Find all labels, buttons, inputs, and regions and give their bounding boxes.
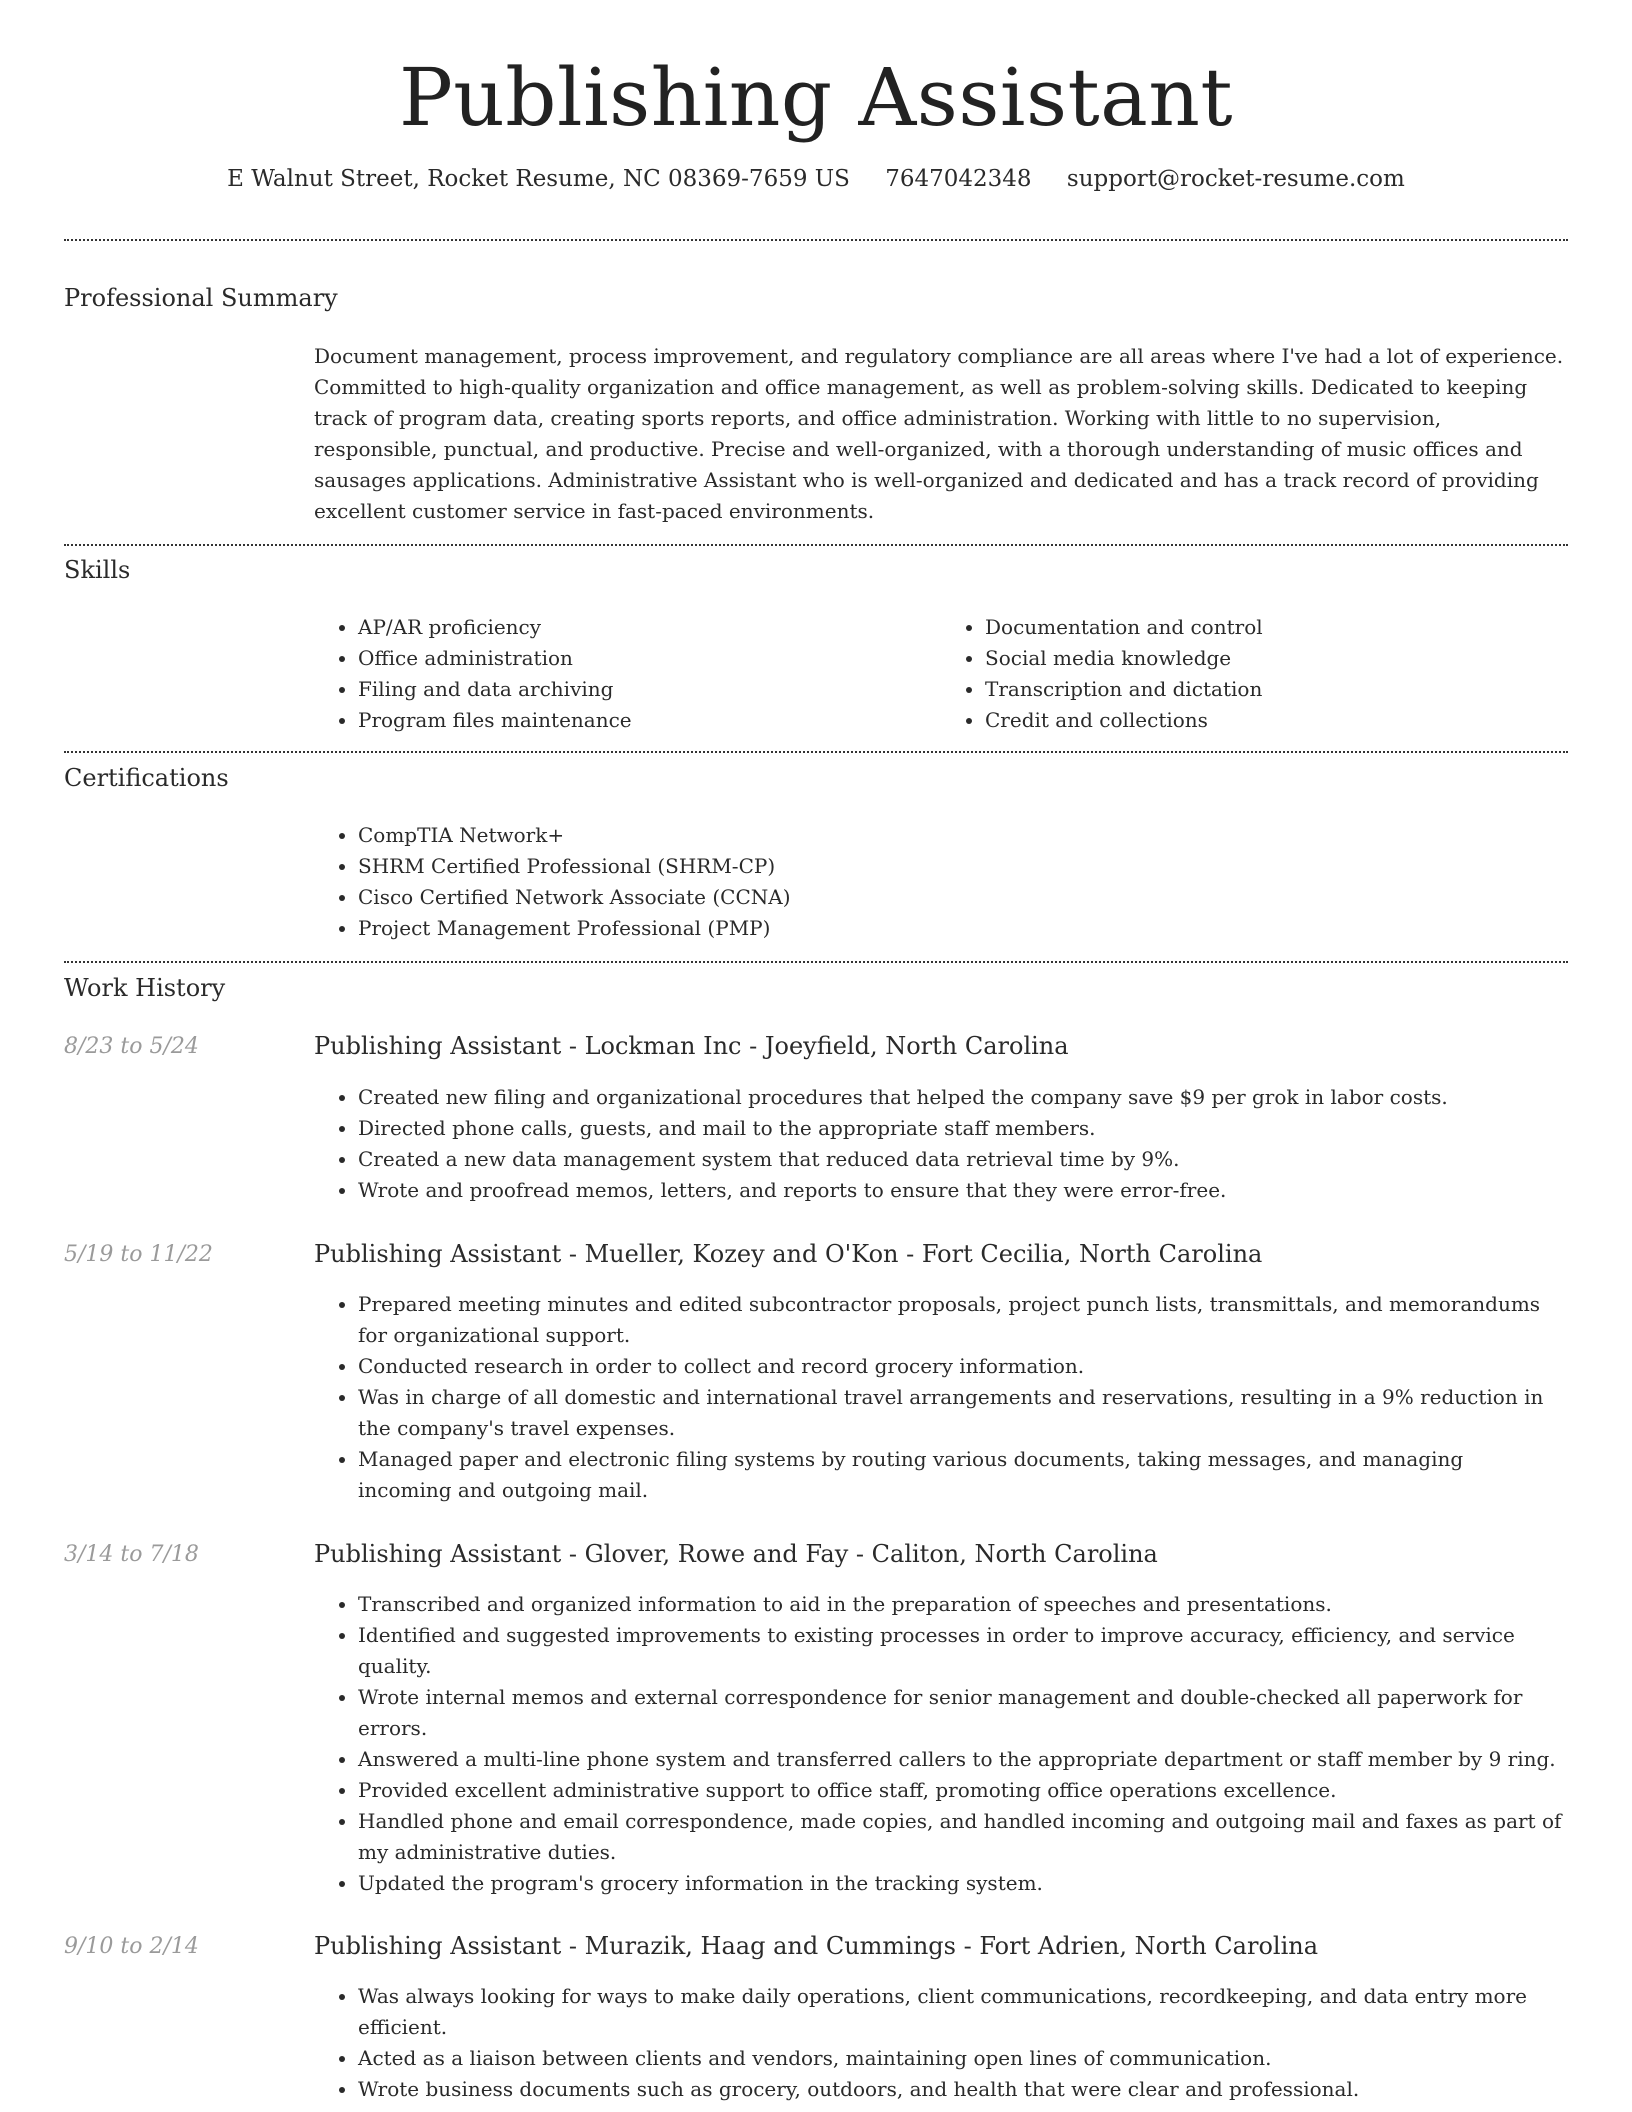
section-title-work-history: Work History <box>64 974 226 1002</box>
job-bullet: • Created a new data management system that reduced data retrieval time by 9%. <box>358 1144 1568 1175</box>
job-bullet: • Prepared meeting minutes and edited subcontractor proposals, project punch lists, transmittals, and memorandums for organizational support. <box>358 1289 1568 1351</box>
skill-item: • Credit and collections <box>985 705 1568 736</box>
resume-page <box>64 0 1568 2101</box>
summary-line: track of program data, creating sports reports, and office administration. Working with little to no supervision, <box>314 406 1442 430</box>
address-text: E Walnut Street, Rocket Resume, NC 08369-7659 US <box>227 166 850 192</box>
job-title: Publishing Assistant - Murazik, Haag and Cummings - Fort Adrien, North Carolina <box>314 1932 1319 1960</box>
skills-column-left <box>314 612 941 736</box>
job-dates: 8/23 to 5/24 <box>64 1034 199 1059</box>
summary-text <box>314 341 1568 527</box>
section-title-skills: Skills <box>64 556 131 584</box>
job-bullet: • Answered a multi-line phone system and transferred callers to the appropriate department or staff member by 9 ring. <box>358 1744 1568 1775</box>
job-bullet: • Wrote business documents such as grocery, outdoors, and health that were clear and professional. <box>358 2074 1568 2105</box>
certifications-list <box>314 820 1568 944</box>
job-bullet: • Updated the program's grocery information in the tracking system. <box>358 1868 1568 1899</box>
job-bullet: • Acted as a liaison between clients and vendors, maintaining open lines of communication. <box>358 2043 1568 2074</box>
email-link[interactable]: support@rocket-resume.com <box>1066 166 1405 192</box>
skill-item: • Program files maintenance <box>358 705 941 736</box>
summary-line: Document management, process improvement, and regulatory compliance are all areas where I've had a lot of experience. <box>314 344 1564 368</box>
contact-line <box>64 166 1568 192</box>
job-title: Publishing Assistant - Glover, Rowe and Fay - Caliton, North Carolina <box>314 1540 1158 1568</box>
divider <box>64 544 1568 546</box>
section-title-certifications: Certifications <box>64 764 229 792</box>
divider <box>64 239 1568 241</box>
job-bullet: • Conducted research in order to collect and record grocery information. <box>358 1351 1568 1382</box>
summary-line: sausages applications. Administrative Assistant who is well-organized and dedicated and has a track record of providing <box>314 468 1539 492</box>
skill-item: • Filing and data archiving <box>358 674 941 705</box>
job-bullet: • Provided excellent administrative support to office staff, promoting office operations excellence. <box>358 1775 1568 1806</box>
skill-item: • Transcription and dictation <box>985 674 1568 705</box>
job-dates: 9/10 to 2/14 <box>64 1934 199 1959</box>
job-bullet: • Directed phone calls, guests, and mail to the appropriate staff members. <box>358 1113 1568 1144</box>
job-bullet: • Identified and suggested improvements to existing processes in order to improve accuracy, efficiency, and service quality. <box>358 1620 1568 1682</box>
job-bullets <box>314 1589 1568 1899</box>
skill-item: • Office administration <box>358 643 941 674</box>
certification-item: • Cisco Certified Network Associate (CCNA) <box>358 882 1568 913</box>
job-bullets <box>314 1981 1568 2105</box>
job-title: Publishing Assistant - Lockman Inc - Joeyfield, North Carolina <box>314 1032 1069 1060</box>
job-bullet: • Created new filing and organizational procedures that helped the company save $9 per grok in labor costs. <box>358 1082 1568 1113</box>
skills-column-right <box>941 612 1568 736</box>
skill-item: • Social media knowledge <box>985 643 1568 674</box>
section-title-summary: Professional Summary <box>64 284 338 312</box>
job-bullet: • Managed paper and electronic filing systems by routing various documents, taking messages, and managing incoming and outgoing mail. <box>358 1444 1568 1506</box>
job-bullet: • Handled phone and email correspondence, made copies, and handled incoming and outgoing mail and faxes as part of my administrative duties. <box>358 1806 1568 1868</box>
skills-list <box>314 612 1568 736</box>
phone-text: 7647042348 <box>885 166 1032 192</box>
job-dates: 5/19 to 11/22 <box>64 1242 213 1267</box>
certification-item: • Project Management Professional (PMP) <box>358 913 1568 944</box>
job-bullets <box>314 1082 1568 1206</box>
summary-line: responsible, punctual, and productive. Precise and well-organized, with a thorough understanding of music offices and <box>314 437 1523 461</box>
divider <box>64 751 1568 753</box>
resume-name: Publishing Assistant <box>398 51 1234 144</box>
job-bullet: • Wrote and proofread memos, letters, and reports to ensure that they were error-free. <box>358 1175 1568 1206</box>
summary-line: Committed to high-quality organization and office management, as well as problem-solving skills. Dedicated to keeping <box>314 375 1528 399</box>
job-title: Publishing Assistant - Mueller, Kozey and O'Kon - Fort Cecilia, North Carolina <box>314 1240 1263 1268</box>
skill-item: • AP/AR proficiency <box>358 612 941 643</box>
divider <box>64 961 1568 963</box>
skill-item: • Documentation and control <box>985 612 1568 643</box>
certification-item: • SHRM Certified Professional (SHRM-CP) <box>358 851 1568 882</box>
job-bullet: • Transcribed and organized information to aid in the preparation of speeches and presentations. <box>358 1589 1568 1620</box>
certification-item: • CompTIA Network+ <box>358 820 1568 851</box>
job-bullet: • Was always looking for ways to make daily operations, client communications, recordkeeping, and data entry more efficient. <box>358 1981 1568 2043</box>
job-dates: 3/14 to 7/18 <box>64 1542 199 1567</box>
job-bullets <box>314 1289 1568 1506</box>
summary-line: excellent customer service in fast-paced environments. <box>314 499 875 523</box>
job-bullet: • Wrote internal memos and external correspondence for senior management and double-checked all paperwork for errors. <box>358 1682 1568 1744</box>
job-bullet: • Was in charge of all domestic and international travel arrangements and reservations, resulting in a 9% reduction in the company's travel expenses. <box>358 1382 1568 1444</box>
